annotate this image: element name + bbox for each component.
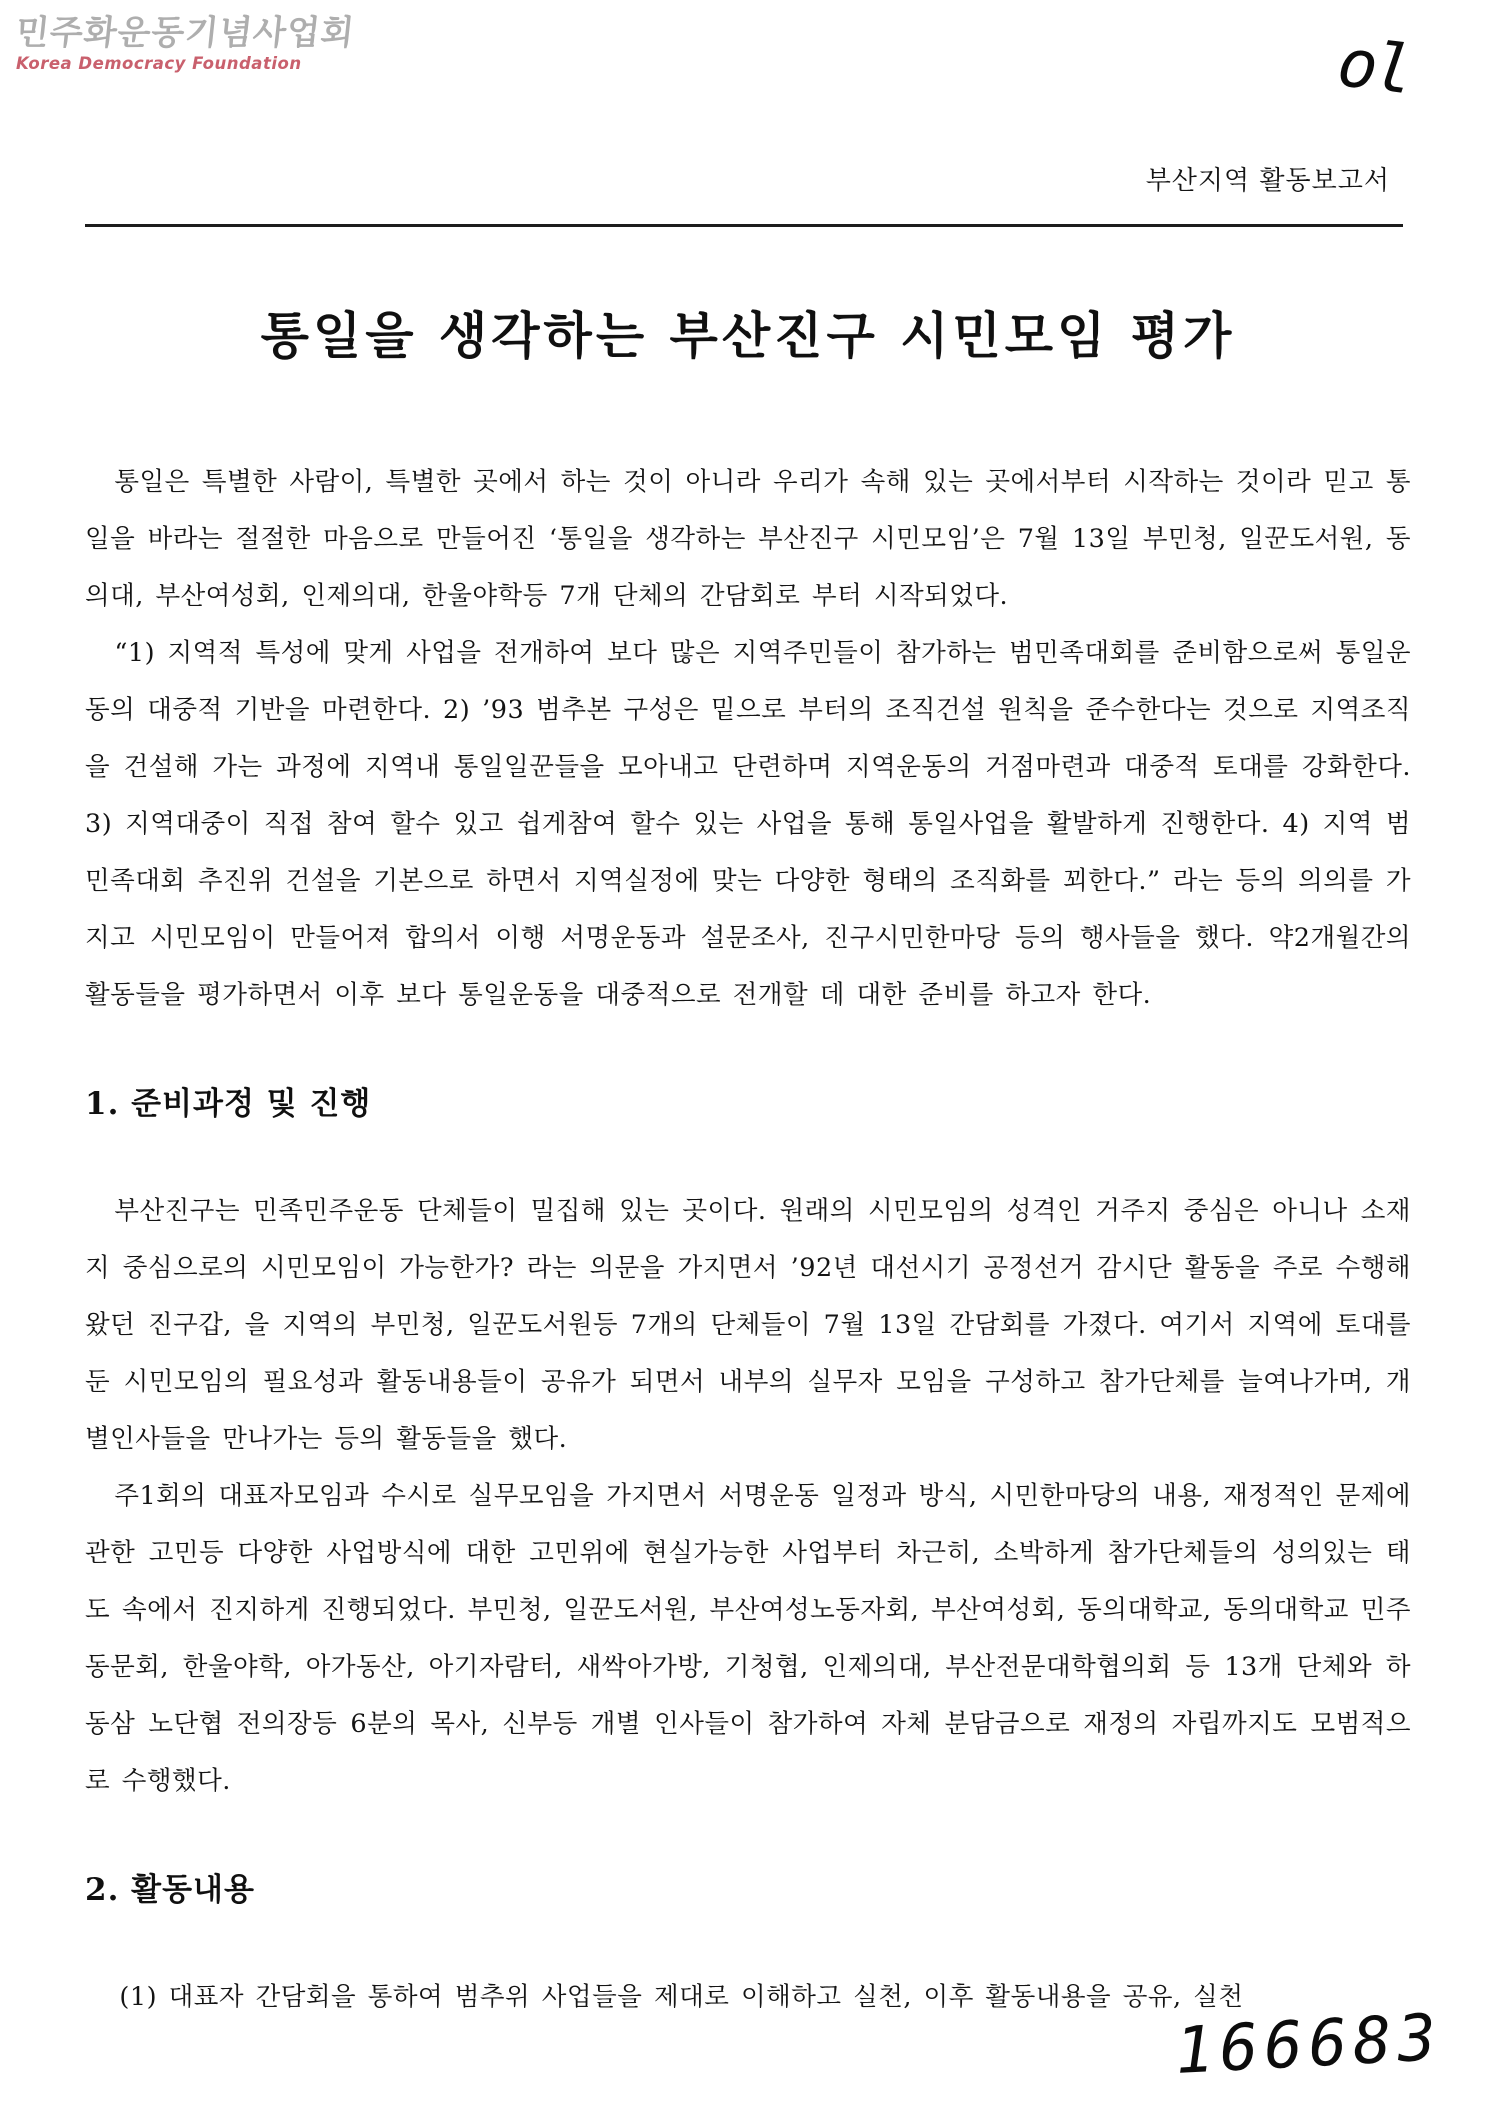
handwritten-page-number: 166683	[1173, 2001, 1444, 2089]
logo-korean-calligraphy: 민주화운동기념사업회	[13, 13, 357, 53]
korea-democracy-foundation-logo	[13, 13, 357, 73]
section-1-heading: 1. 준비과정 및 진행	[85, 1086, 372, 1122]
intro-paragraph-2: “1) 지역적 특성에 맞게 사업을 전개하여 보다 많은 지역주민들이 참가하는 범민족대회를 준비함으로써 통일운동의 대중적 기반을 마련한다. 2) ’93 범추본 구성은 밑으로 부터의 조직건설 원칙을 준수한다는 것으로 지역조직을 건설해 가는 과정에 지역내 통일일꾼들을 모아내고 단련하며 지역운동의 거점마련과 대중적 토대를 강화한다. 3) 지역대중이 직접 참여 할수 있고 쉽게참여 할수 있는 사업을 통해 통일사업을 활발하게 진행한다. 4) 지역 범민족대회 추진위 건설을 기본으로 하면서 지역실정에 맞는 다양한 형태의 조직화를 꾀한다.” 라는 등의 의의를 가지고 시민모임이 만들어져 합의서 이행 서명운동과 설문조사, 진구시민한마당 등의 행사들을 했다. 약2개월간의 활동들을 평가하면서 이후 보다 통일운동을 대중적으로 전개할 데 대한 준비를 하고자 한다.	[85, 638, 1411, 1010]
document-title: 통일을 생각하는 부산진구 시민모임 평가	[260, 306, 1236, 365]
section-2-heading: 2. 활동내용	[85, 1872, 255, 1908]
handwritten-top-mark: ol	[1333, 23, 1414, 110]
section-1-paragraph-1: 부산진구는 민족민주운동 단체들이 밀집해 있는 곳이다. 원래의 시민모임의 성격인 거주지 중심은 아니나 소재지 중심으로의 시민모임이 가능한가? 라는 의문을 가지면서 ’92년 대선시기 공정선거 감시단 활동을 주로 수행해 왔던 진구갑, 을 지역의 부민청, 일꾼도서원등 7개의 단체들이 7월 13일 간담회를 가졌다. 여기서 지역에 토대를 둔 시민모임의 필요성과 활동내용들이 공유가 되면서 내부의 실무자 모임을 구성하고 참가단체를 늘여나가며, 개별인사들을 만나가는 등의 활동들을 했다.	[85, 1196, 1411, 1454]
section-2-item-1: (1) 대표자 간담회을 통하여 범추위 사업들을 제대로 이해하고 실천, 이후 활동내용을 공유, 실천	[119, 1982, 1244, 2012]
document-header-label: 부산지역 활동보고서	[1145, 166, 1390, 196]
section-1-paragraph-2: 주1회의 대표자모임과 수시로 실무모임을 가지면서 서명운동 일정과 방식, 시민한마당의 내용, 재정적인 문제에 관한 고민등 다양한 사업방식에 대한 고민위에 현실가능한 사업부터 차근히, 소박하게 참가단체들의 성의있는 태도 속에서 진지하게 진행되었다. 부민청, 일꾼도서원, 부산여성노동자회, 부산여성회, 동의대학교, 동의대학교 민주동문회, 한울야학, 아가동산, 아기자람터, 새싹아가방, 기청협, 인제의대, 부산전문대학협의회 등 13개 단체와 하동삼 노단협 전의장등 6분의 목사, 신부등 개별 인사들이 참가하여 자체 분담금으로 재정의 자립까지도 모범적으로 수행했다.	[85, 1481, 1411, 1796]
header-horizontal-rule	[85, 224, 1403, 227]
logo-english-text: Korea Democracy Foundation	[16, 53, 302, 73]
document-content	[85, 296, 1411, 2026]
intro-paragraph-1: 통일은 특별한 사람이, 특별한 곳에서 하는 것이 아니라 우리가 속해 있는 곳에서부터 시작하는 것이라 믿고 통일을 바라는 절절한 마음으로 만들어진 ‘통일을 생각하는 부산진구 시민모임’은 7월 13일 부민청, 일꾼도서원, 동의대, 부산여성회, 인제의대, 한울야학등 7개 단체의 간담회로 부터 시작되었다.	[85, 467, 1411, 611]
